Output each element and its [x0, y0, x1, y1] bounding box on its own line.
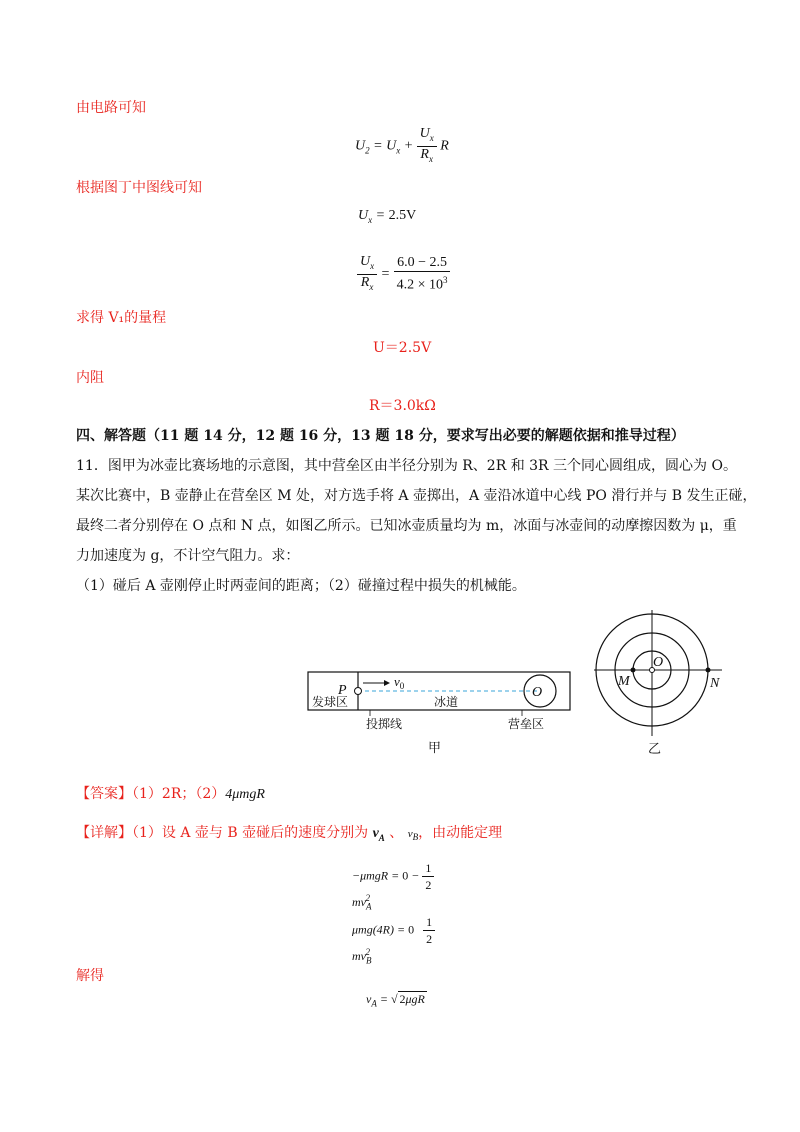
text-solve: 解得	[76, 968, 104, 984]
label-fa: 发球区	[312, 695, 349, 709]
answer-text: （1）2R；（2）	[132, 786, 226, 802]
question-line: （1）碰后 A 壶刚停止时两壶间的距离；（2）碰撞过程中损失的机械能。	[76, 578, 526, 594]
question-line: 11．图甲为冰壶比赛场地的示意图，其中营垒区由半径分别为 R、2R 和 3R 三个同心圆组成，圆心为 O。	[76, 458, 737, 474]
label-yl: 营垒区	[508, 717, 545, 731]
formula-ratio: $\frac{U_x}{R_x}$ = $\frac{6.0 - 2.5}{4.2 \times 10^3}$	[357, 254, 450, 295]
label-v0: $v_0$	[394, 674, 405, 691]
label-m: M	[618, 674, 630, 689]
question-line: 最终二者分别停在 O 点和 N 点，如图乙所示。已知冰壶质量均为 m，冰面与冰壶间的动摩擦因数为 μ，重	[76, 518, 737, 534]
formula-energy-b: μmg(4R) = 0 $\frac{1}{2}$ $mv_B^2$	[352, 914, 456, 965]
stone-a	[355, 688, 362, 695]
detail-text: （1）设 A 壶与 B 壶碰后的速度分别为	[132, 825, 369, 841]
detail-line	[76, 823, 502, 848]
figure-jia	[300, 660, 580, 760]
label-tz: 投掷线	[366, 717, 403, 731]
label-o: O	[653, 655, 664, 670]
formula-ux: $U_x = 2.5V$	[358, 208, 417, 225]
symbol-vb: $v_B$	[407, 828, 419, 843]
result-r: R＝3.0kΩ	[369, 398, 436, 414]
label-o: O	[532, 685, 543, 700]
arrow-head-icon	[384, 680, 390, 686]
formula-energy-a: −μmgR = 0 − $\frac{1}{2}$ $mv_A^2$	[352, 860, 455, 911]
detail-tag: 【详解】	[76, 825, 132, 841]
answer-formula: 4μmgR	[225, 787, 265, 802]
point-m	[631, 668, 636, 673]
label-n: N	[710, 676, 720, 691]
label-bd: 冰道	[434, 695, 459, 709]
text-line: 内阻	[76, 370, 104, 386]
question-line: 力加速度为 g，不计空气阻力。求：	[76, 548, 300, 564]
question-line: 某次比赛中，B 壶静止在营垒区 M 处，对方选手将 A 壶掷出，A 壶沿冰道中心线 PO 滑行并与 B 发生正碰，	[76, 488, 757, 504]
symbol-va: $v_A$	[372, 826, 385, 843]
detail-tail: ，由动能定理	[418, 825, 503, 841]
answer-line	[76, 784, 265, 805]
label-p: P	[338, 683, 347, 698]
point-n	[706, 668, 711, 673]
figure-yi	[590, 610, 730, 760]
result-u: U＝2.5V	[373, 340, 432, 356]
caption-yi: 乙	[648, 742, 662, 757]
detail-sep: 、	[389, 825, 404, 841]
section-heading: 四、解答题（11 题 14 分，12 题 16 分，13 题 18 分，要求写出必要的解题依据和推导过程）	[76, 428, 685, 444]
text-line: 由电路可知	[76, 100, 146, 116]
formula-u2: $U_2 = U_x$ + $\frac{U_x}{R_x}$ R	[355, 126, 449, 164]
caption-jia: 甲	[428, 741, 442, 756]
answer-tag: 【答案】	[76, 786, 132, 802]
text-line: 求得 V₁的量程	[76, 310, 167, 326]
text-line: 根据图丁中图线可知	[76, 180, 202, 196]
formula-va: $v_A$ = √ 2μgR	[366, 992, 425, 1009]
